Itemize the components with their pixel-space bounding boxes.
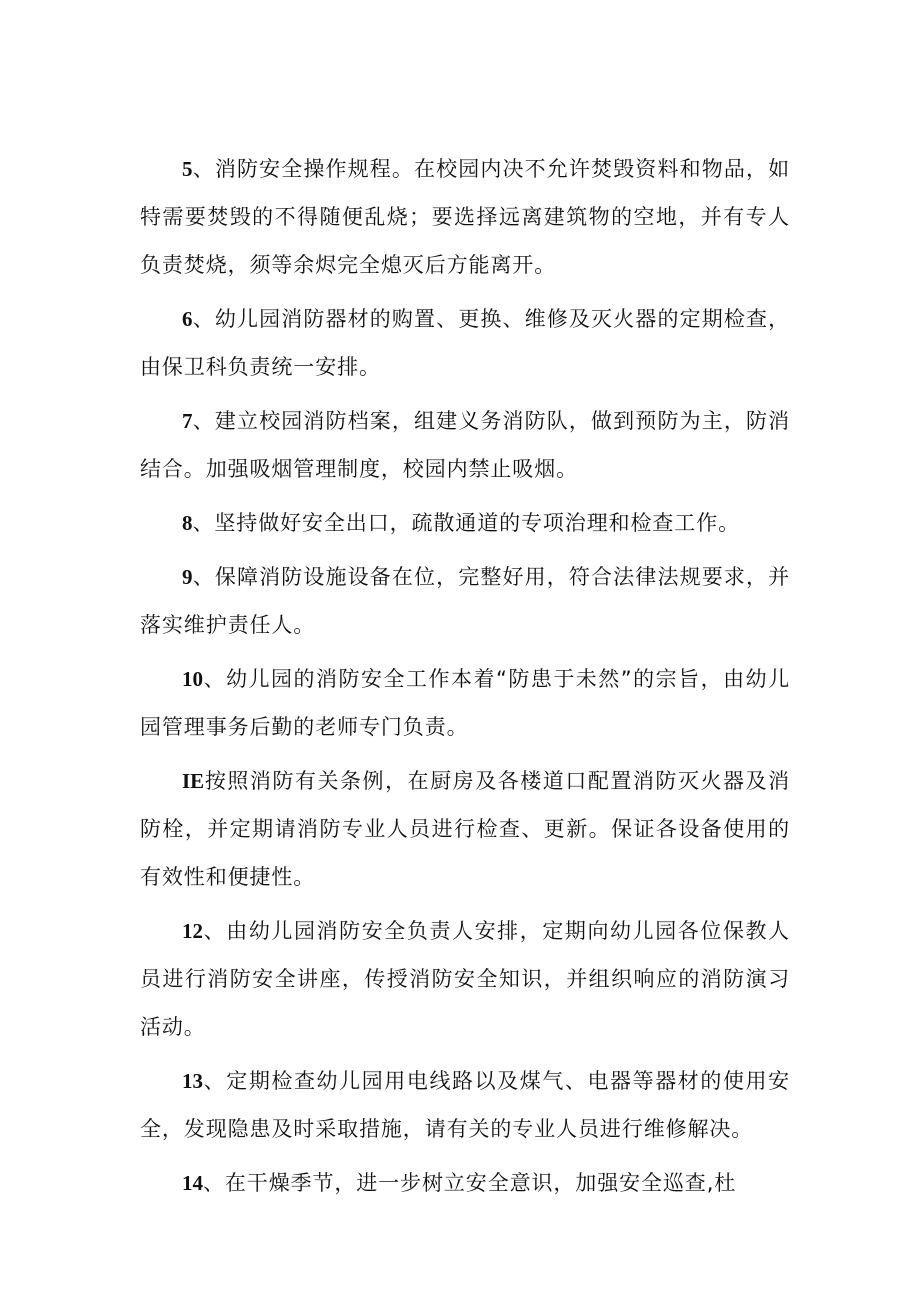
- paragraph-text: 、在干燥季节，进一步树立安全意识，加强安全巡查,杜: [203, 1171, 737, 1195]
- paragraph-number: 13: [182, 1069, 203, 1093]
- paragraph-text: 、定期检查幼儿园用电线路以及煤气、电器等器材的使用安全，发现隐患及时采取措施，请有关的专业人员进行维修解决。: [140, 1069, 790, 1141]
- paragraph-item-7: [140, 397, 790, 493]
- paragraph-text: 、幼儿园的消防安全工作本着“防患于未然”的宗旨，由幼儿园管理事务后勤的老师专门负责。: [140, 667, 790, 739]
- paragraph-text: 、坚持做好安全出口，疏散通道的专项治理和检查工作。: [192, 511, 740, 535]
- paragraph-number: 6: [182, 307, 193, 331]
- paragraph-number: IE: [182, 769, 205, 793]
- paragraph-text: 按照消防有关条例，在厨房及各楼道口配置消防灭火器及消防栓，并定期请消防专业人员进行检查、更新。保证各设备使用的有效性和便捷性。: [140, 769, 790, 889]
- paragraph-number: 9: [182, 565, 193, 589]
- paragraph-text: 、幼儿园消防器材的购置、更换、维修及灭火器的定期检查，由保卫科负责统一安排。: [140, 307, 790, 379]
- paragraph-text: 、建立校园消防档案，组建义务消防队，做到预防为主，防消结合。加强吸烟管理制度，校园内禁止吸烟。: [140, 409, 790, 481]
- paragraph-text: 、消防安全操作规程。在校园内决不允许焚毁资料和物品，如特需要焚毁的不得随便乱烧；要选择远离建筑物的空地，并有专人负责焚烧，须等余烬完全熄灭后方能离开。: [140, 157, 790, 277]
- paragraph-item-13: [140, 1057, 790, 1153]
- paragraph-item-8: [140, 499, 790, 547]
- paragraph-number: 14: [182, 1171, 203, 1195]
- paragraph-number: 7: [182, 409, 193, 433]
- document-body: [140, 145, 790, 1213]
- paragraph-item-10: [140, 655, 790, 751]
- paragraph-number: 10: [182, 667, 203, 691]
- paragraph-item-5: [140, 145, 790, 289]
- paragraph-item-6: [140, 295, 790, 391]
- paragraph-text: 、保障消防设施设备在位，完整好用，符合法律法规要求，并落实维护责任人。: [140, 565, 790, 637]
- paragraph-item-12: [140, 907, 790, 1051]
- paragraph-item-14: [140, 1159, 790, 1207]
- paragraph-number: 5: [182, 157, 193, 181]
- paragraph-number: 12: [182, 919, 203, 943]
- paragraph-item-11: [140, 757, 790, 901]
- paragraph-text: 、由幼儿园消防安全负责人安排，定期向幼儿园各位保教人员进行消防安全讲座，传授消防安全知识，并组织响应的消防演习活动。: [140, 919, 790, 1039]
- paragraph-number: 8: [182, 511, 193, 535]
- paragraph-item-9: [140, 553, 790, 649]
